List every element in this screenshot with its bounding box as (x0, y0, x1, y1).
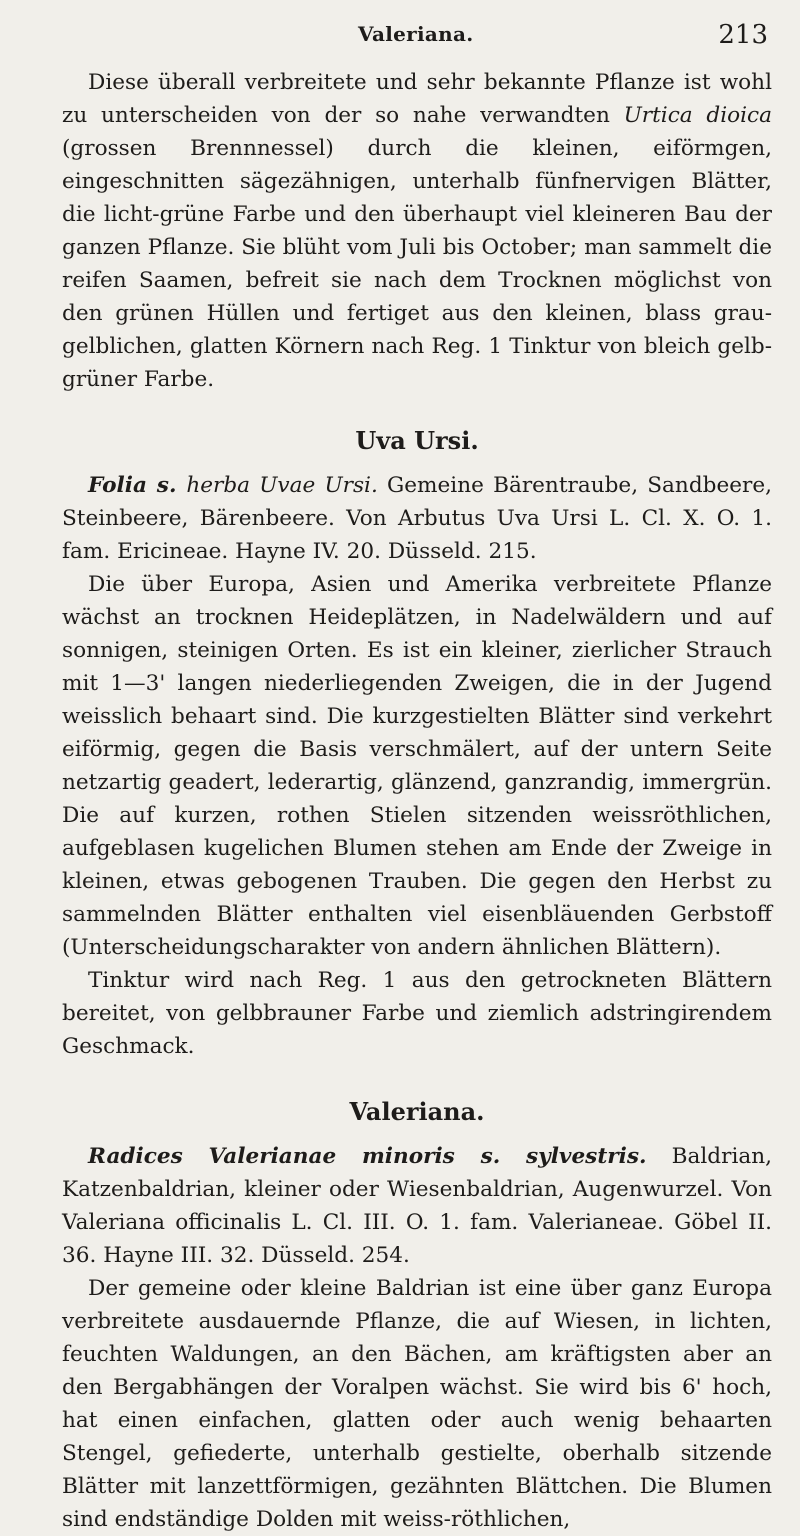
running-header (62, 22, 772, 66)
uva-ursi-synonyms (62, 469, 772, 568)
uva-ursi-latin-2: herba Uvae Ursi. (186, 473, 378, 498)
intro-paragraph (62, 66, 772, 396)
valeriana-synonyms-text: Baldrian, Katzenbaldrian, kleiner oder Wiesenbaldrian, Augenwurzel. Von Valeriana officinalis L. Cl. III. O. 1. fam. Valerianeae. Göbel II. 36. Hayne III. 32. Düsseld. 254. (62, 1144, 773, 1268)
section-heading-uva-ursi: Uva Ursi. (355, 426, 479, 455)
uva-ursi-description: Die über Europa, Asien und Amerika verbreitete Pflanze wächst an trocknen Heideplätzen, in Nadelwäldern und auf sonnigen, steinigen Orten. Es ist ein kleiner, zierlicher Strauch mit 1—3' langen niederliegenden Zweigen, die in der Jugend weisslich behaart sind. Die kurzgestielten Blätter sind verkehrt eiförmig, gegen die Basis verschmälert, auf der untern Seite netzartig geadert, lederartig, glänzend, ganzrandig, immergrün. Die auf kurzen, rothen Stielen sitzenden weissröthlichen, aufgeblasen kugelichen Blumen stehen am Ende der Zweige in kleinen, etwas gebogenen Trauben. Die gegen den Herbst zu sammelnden Blätter enthalten viel eisenbläuenden Gerbstoff (Unterscheidungscharakter von andern ähnlichen Blättern). (62, 572, 772, 960)
valeriana-latin-names: Radices Valerianae minoris s. sylvestris. (88, 1144, 647, 1169)
intro-latin-name: Urtica dioica (623, 103, 772, 128)
intro-text-part1: Diese überall verbreitete und sehr bekannte Pflanze ist wohl zu unterscheiden von der so nahe verwandten (62, 70, 772, 128)
section-heading-valeriana: Valeriana. (349, 1097, 485, 1126)
valeriana-synonyms (62, 1140, 772, 1272)
running-title: Valeriana. (358, 22, 474, 46)
book-page (62, 22, 772, 1536)
uva-ursi-synonyms-text: Gemeine Bärentraube, Sandbeere, Steinbeere, Bärenbeere. Von Arbutus Uva Ursi L. Cl. X. O. 1. fam. Ericineae. Hayne IV. 20. Düsseld. 215. (62, 473, 773, 564)
valeriana-description: Der gemeine oder kleine Baldrian ist eine über ganz Europa verbreitete ausdauernde Pflanze, die auf Wiesen, in lichten, feuchten Waldungen, an den Bächen, am kräftigsten aber an den Bergabhängen der Voralpen wächst. Sie wird bis 6' hoch, hat einen einfachen, glatten oder auch wenig behaarten Stengel, gefiederte, unterhalb gestielte, oberhalb sitzende Blätter mit lanzettförmigen, gezähnten Blättchen. Die Blumen sind endständige Dolden mit weiss-röthlichen, (62, 1276, 772, 1532)
uva-ursi-tincture: Tinktur wird nach Reg. 1 aus den getrockneten Blättern bereitet, von gelbbrauner Farbe und ziemlich adstringirendem Geschmack. (62, 968, 772, 1059)
uva-ursi-latin-1: Folia s. (88, 473, 187, 498)
page-number: 213 (718, 20, 768, 50)
intro-text-part2: (grossen Brennnessel) durch die kleinen, eiförmgen, eingeschnitten sägezähnigen, unterhalb fünfnervigen Blätter, die licht-grüne Farbe und den überhaupt viel kleineren Bau der ganzen Pflanze. Sie blüht vom Juli bis October; man sammelt die reifen Saamen, befreit sie nach dem Trocknen möglichst von den grünen Hüllen und fertiget aus den kleinen, blass grau-gelblichen, glatten Körnern nach Reg. 1 Tinktur von bleich gelb-grüner Farbe. (62, 136, 772, 392)
